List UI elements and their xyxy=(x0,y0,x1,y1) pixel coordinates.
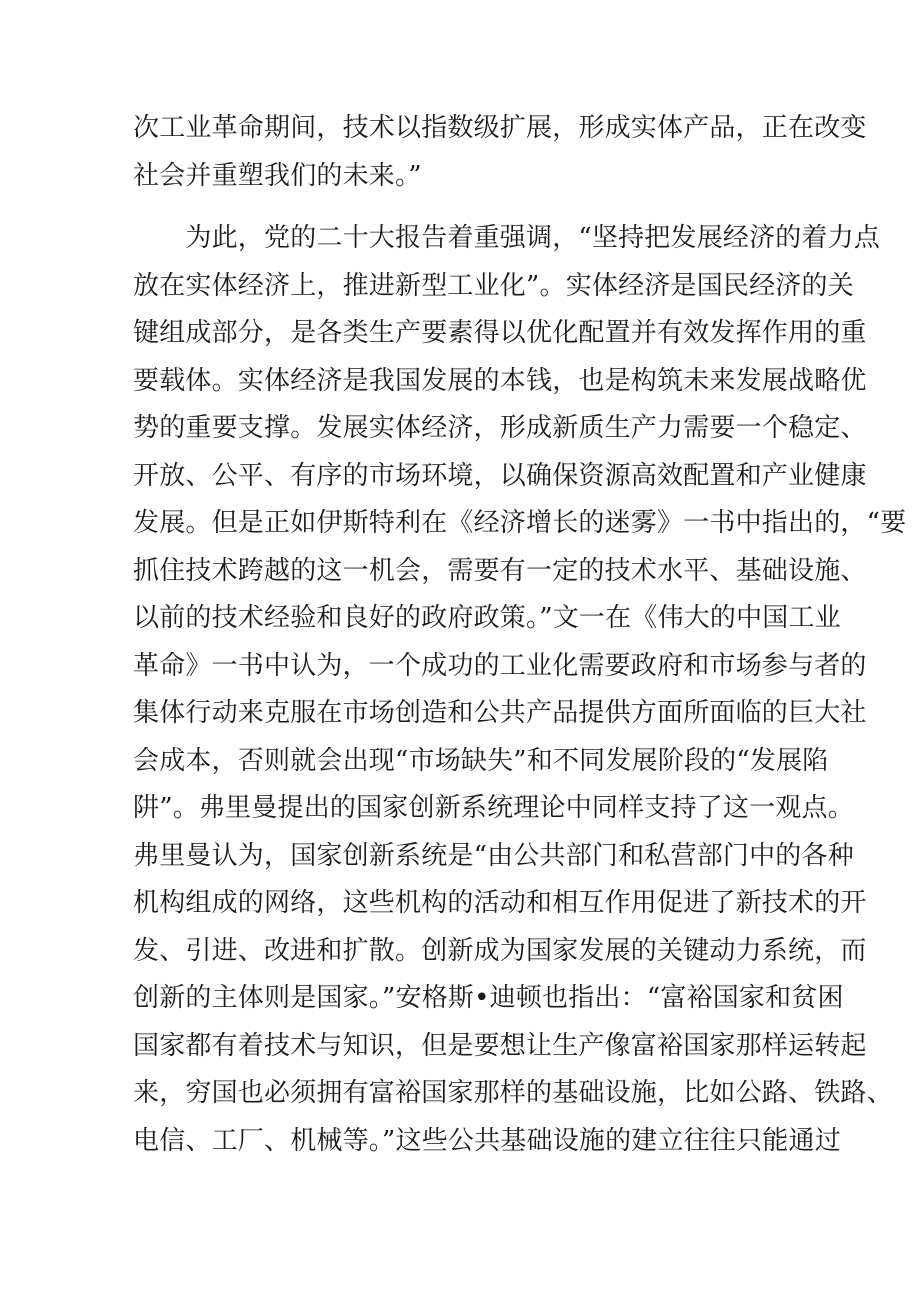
text-line: 电信、工厂、机械等。”这些公共基础设施的建立往往只能通过 xyxy=(133,1125,841,1156)
text-line: 次工业革命期间，技术以指数级扩展，形成实体产品，正在改变 xyxy=(133,113,867,143)
text-line: 抓住技术跨越的这一机会，需要有一定的技术水平、基础设施、 xyxy=(133,555,867,586)
text-line: 创新的主体则是国家。”安格斯•迪顿也指出：“富裕国家和贫困 xyxy=(133,983,844,1013)
text-line: 机构组成的网络，这些机构的活动和相互作用促进了新技术的开 xyxy=(133,888,867,918)
text-line: 以前的技术经验和良好的政府政策。”文一在《伟大的中国工业 xyxy=(133,603,841,633)
text-line: 会成本，否则就会出现“市场缺失”和不同发展阶段的“发展陷 xyxy=(133,745,829,776)
text-line: 放在实体经济上，推进新型工业化”。实体经济是国民经济的关 xyxy=(133,270,854,301)
text-line: 为此，党的二十大报告着重强调，“坚持把发展经济的着力点 xyxy=(133,223,881,253)
text-line: 社会并重塑我们的未来。” xyxy=(133,160,422,191)
text-line: 弗里曼认为，国家创新系统是“由公共部门和私营部门中的各种 xyxy=(133,840,854,871)
text-line: 集体行动来克服在市场创造和公共产品提供方面所面临的巨大社 xyxy=(133,698,867,728)
text-line: 来，穷国也必须拥有富裕国家那样的基础设施，比如公路、铁路、 xyxy=(133,1078,893,1108)
text-line: 国家都有着技术与知识，但是要想让生产像富裕国家那样运转起 xyxy=(133,1030,867,1061)
text-line: 革命》一书中认为，一个成功的工业化需要政府和市场参与者的 xyxy=(133,650,867,681)
text-line: 势的重要支撑。发展实体经济，形成新质生产力需要一个稳定、 xyxy=(133,413,867,443)
continuation-paragraph xyxy=(133,105,867,200)
text-line: 发、引进、改进和扩散。创新成为国家发展的关键动力系统，而 xyxy=(133,935,867,966)
text-line: 键组成部分，是各类生产要素得以优化配置并有效发挥作用的重 xyxy=(133,318,867,348)
text-line: 要载体。实体经济是我国发展的本钱，也是构筑未来发展战略优 xyxy=(133,365,867,396)
text-line: 阱”。弗里曼提出的国家创新系统理论中同样支持了这一观点。 xyxy=(133,793,854,823)
body-paragraph xyxy=(133,215,907,1165)
text-line: 开放、公平、有序的市场环境，以确保资源高效配置和产业健康 xyxy=(133,460,867,491)
text-line: 发展。但是正如伊斯特利在《经济增长的迷雾》一书中指出的，“要 xyxy=(133,508,907,538)
